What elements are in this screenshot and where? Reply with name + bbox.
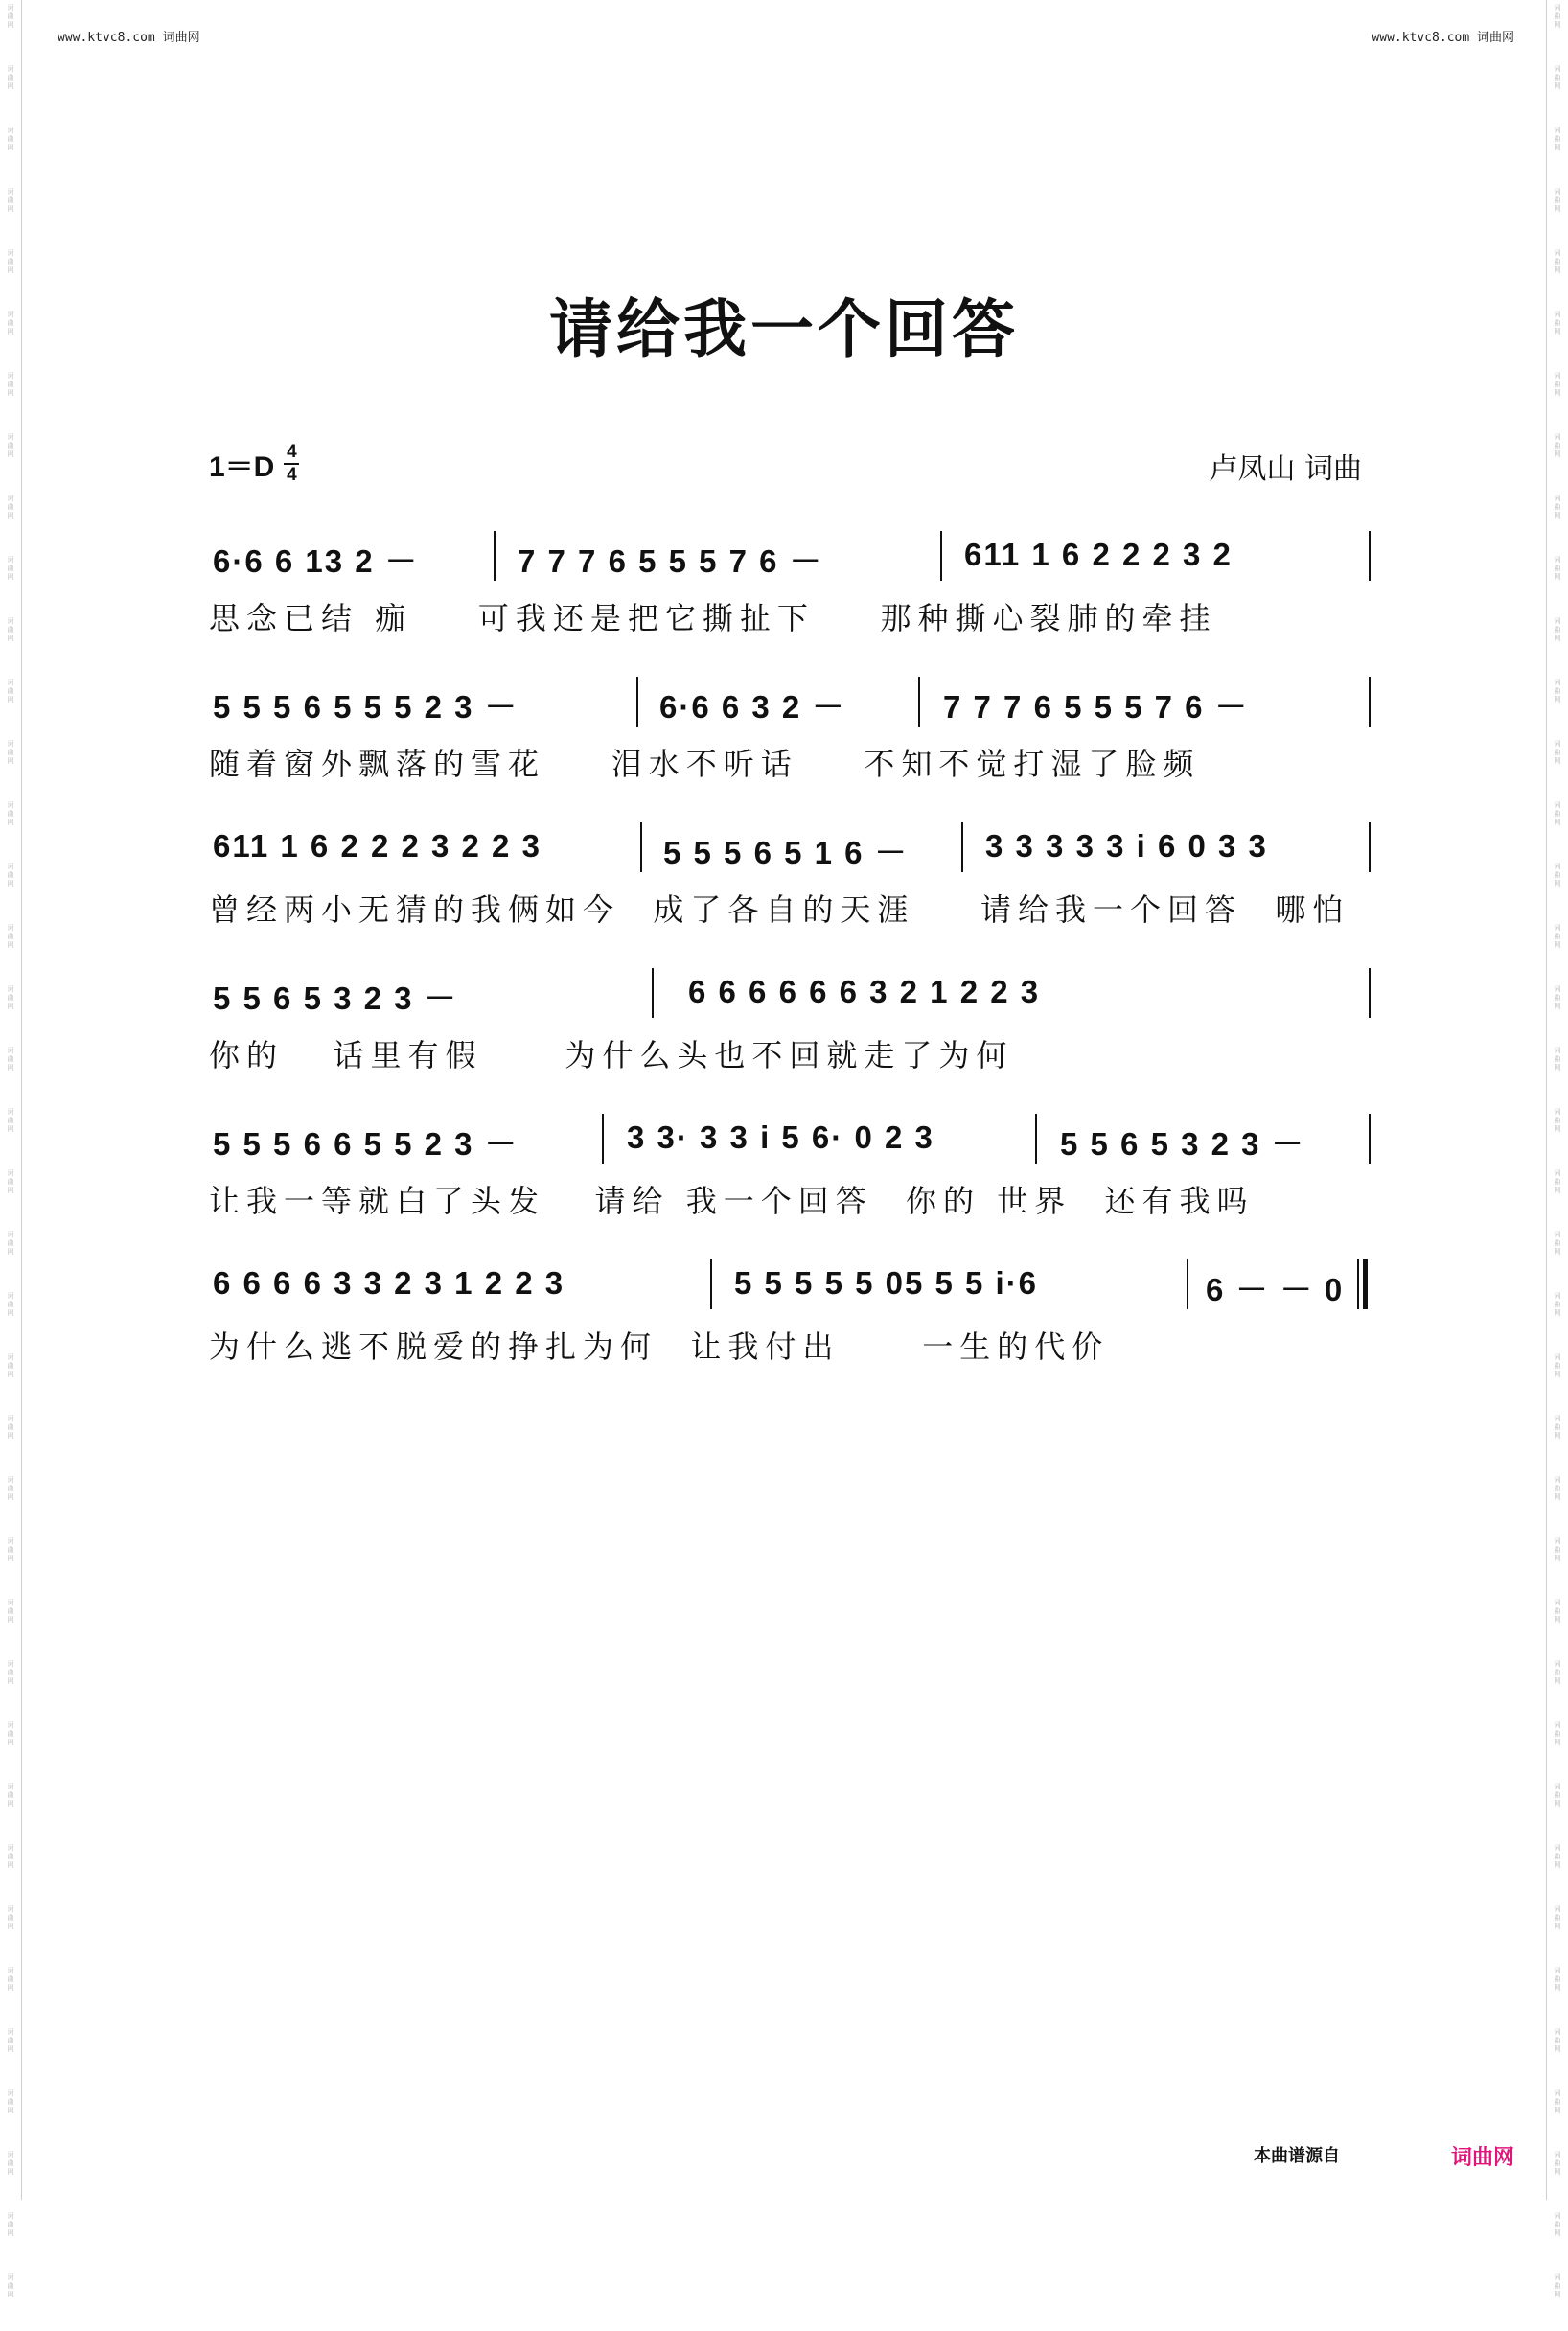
side-watermark-mark: 词 曲 网 <box>1554 1108 1561 1133</box>
lyrics-line: 让我一等就白了头发 请给 我一个回答 你的 世界 还有我吗 <box>209 1183 1255 1219</box>
side-watermark-mark: 词 曲 网 <box>1554 1783 1561 1808</box>
side-watermark-mark: 词 曲 网 <box>1554 679 1561 704</box>
side-watermark-mark: 词 曲 网 <box>7 1108 14 1133</box>
side-watermark-mark: 词 曲 网 <box>7 2089 14 2114</box>
side-watermark-mark: 词 曲 网 <box>7 188 14 213</box>
side-watermark-mark: 词 曲 网 <box>7 801 14 826</box>
measure: 3 3 3 3 3 i 6 0 3 3 <box>985 828 1268 864</box>
side-watermark-mark: 词 曲 网 <box>1554 1599 1561 1624</box>
side-watermark-mark: 词 曲 网 <box>1554 372 1561 397</box>
side-watermark-mark: 词 曲 网 <box>1554 1047 1561 1072</box>
side-watermark-mark: 词 曲 网 <box>7 1353 14 1378</box>
side-watermark-mark: 词 曲 网 <box>7 679 14 704</box>
side-watermark-mark: 词 曲 网 <box>7 2273 14 2298</box>
side-watermark-mark: 词 曲 网 <box>7 433 14 458</box>
key-signature <box>209 443 299 485</box>
side-watermark-mark: 词 曲 网 <box>7 1599 14 1624</box>
side-watermark-mark: 词 曲 网 <box>1554 863 1561 888</box>
measure: 611 1 6 2 2 2 3 2 2 3 <box>213 828 542 864</box>
side-watermark-mark: 词 曲 网 <box>1554 249 1561 274</box>
time-signature <box>284 443 299 485</box>
side-watermark-mark: 词 曲 网 <box>7 617 14 642</box>
side-watermark-mark: 词 曲 网 <box>1554 1292 1561 1317</box>
side-watermark-mark: 词 曲 网 <box>7 372 14 397</box>
lyrics-line: 为什么逃不脱爱的挣扎为何 让我付出 一生的代价 <box>209 1328 1110 1365</box>
side-watermark-mark: 词 曲 网 <box>1554 127 1561 151</box>
side-watermark-mark: 词 曲 网 <box>1554 556 1561 581</box>
side-watermark-mark: 词 曲 网 <box>1554 2151 1561 2176</box>
side-watermark-mark: 词 曲 网 <box>1554 801 1561 826</box>
side-watermark-mark: 词 曲 网 <box>1554 2089 1561 2114</box>
side-watermark-mark: 词 曲 网 <box>7 249 14 274</box>
measure: 5 5 6 5 3 2 3 － <box>1060 1126 1305 1162</box>
measure: 6 6 6 6 6 6 3 2 1 2 2 3 <box>688 974 1041 1009</box>
side-watermark-mark: 词 曲 网 <box>7 1721 14 1746</box>
side-watermark-mark: 词 曲 网 <box>7 1660 14 1685</box>
side-watermark-mark: 词 曲 网 <box>7 924 14 949</box>
measure: 6 － － 0 <box>1206 1272 1345 1307</box>
side-watermark-mark: 词 曲 网 <box>1554 1415 1561 1440</box>
side-watermark-mark: 词 曲 网 <box>1554 1476 1561 1501</box>
side-watermark-mark: 词 曲 网 <box>1554 1231 1561 1256</box>
side-watermark-mark: 词 曲 网 <box>1554 1721 1561 1746</box>
lyrics-line: 思念已结 痂 可我还是把它撕扯下 那种撕心裂肺的牵挂 <box>209 600 1217 636</box>
measure: 5 5 5 6 5 1 6 － <box>663 835 909 870</box>
time-signature-top: 4 <box>287 442 297 462</box>
side-watermark-mark: 词 曲 网 <box>7 556 14 581</box>
author-credit: 卢凤山 词曲 <box>1209 452 1362 486</box>
measure: 3 3· 3 3 i 5 6· 0 2 3 <box>627 1119 934 1155</box>
side-watermark-mark: 词 曲 网 <box>7 985 14 1010</box>
side-watermark-mark: 词 曲 网 <box>1554 65 1561 90</box>
lyrics-line: 随着窗外飘落的雪花 泪水不听话 不知不觉打湿了脸频 <box>209 746 1201 782</box>
side-watermark-mark: 词 曲 网 <box>1554 1844 1561 1869</box>
measure: 5 5 5 6 6 5 5 2 3 － <box>213 1126 519 1162</box>
side-watermark-mark: 词 曲 网 <box>1554 985 1561 1010</box>
side-watermark-mark: 词 曲 网 <box>7 4 14 29</box>
measure: 5 5 5 5 5 05 5 5 i·6 <box>734 1265 1039 1301</box>
side-watermark-mark: 词 曲 网 <box>1554 1660 1561 1685</box>
side-watermark-mark: 词 曲 网 <box>7 127 14 151</box>
side-watermark-mark: 词 曲 网 <box>7 1231 14 1256</box>
side-watermark-mark: 词 曲 网 <box>1554 495 1561 519</box>
side-watermark-mark: 词 曲 网 <box>1554 1353 1561 1378</box>
side-watermark-mark: 词 曲 网 <box>7 1905 14 1930</box>
side-watermark-mark: 词 曲 网 <box>7 1537 14 1562</box>
side-watermark-mark: 词 曲 网 <box>1554 1537 1561 1562</box>
side-watermark-mark: 词 曲 网 <box>1554 2273 1561 2298</box>
side-watermark-mark: 词 曲 网 <box>7 1476 14 1501</box>
side-watermark-mark: 词 曲 网 <box>7 65 14 90</box>
side-watermark-mark: 词 曲 网 <box>1554 1169 1561 1194</box>
side-watermark-mark: 词 曲 网 <box>1554 2212 1561 2237</box>
side-watermark-mark: 词 曲 网 <box>7 2028 14 2053</box>
side-watermark-mark: 词 曲 网 <box>1554 1905 1561 1930</box>
measure: 611 1 6 2 2 2 3 2 <box>964 537 1233 572</box>
side-watermark-mark: 词 曲 网 <box>1554 188 1561 213</box>
side-watermark-mark: 词 曲 网 <box>1554 4 1561 29</box>
side-watermark-mark: 词 曲 网 <box>7 1292 14 1317</box>
side-watermark-mark: 词 曲 网 <box>1554 924 1561 949</box>
side-watermark-mark: 词 曲 网 <box>7 311 14 335</box>
final-barline <box>1357 1259 1369 1309</box>
side-watermark-mark: 词 曲 网 <box>7 2151 14 2176</box>
header-site-right[interactable]: www.ktvc8.com 词曲网 <box>1372 31 1514 45</box>
side-watermark-mark: 词 曲 网 <box>7 2212 14 2237</box>
measure: 6·6 6 3 2 － <box>659 689 846 725</box>
side-watermark-mark: 词 曲 网 <box>1554 617 1561 642</box>
song-title: 请给我一个回答 <box>549 291 1019 366</box>
header-site-left[interactable]: www.ktvc8.com 词曲网 <box>58 31 200 45</box>
key-label: 1＝D <box>209 451 275 483</box>
side-watermark-mark: 词 曲 网 <box>1554 311 1561 335</box>
side-watermark-mark: 词 曲 网 <box>7 495 14 519</box>
side-watermark-mark: 词 曲 网 <box>7 1967 14 1992</box>
side-watermark-mark: 词 曲 网 <box>1554 1967 1561 1992</box>
side-watermark-mark: 词 曲 网 <box>1554 740 1561 765</box>
footer-source-text: 本曲谱源自 <box>1254 2146 1340 2166</box>
measure: 5 5 5 6 5 5 5 2 3 － <box>213 689 519 725</box>
side-watermark-mark: 词 曲 网 <box>7 740 14 765</box>
side-watermark-mark: 词 曲 网 <box>1554 2028 1561 2053</box>
side-watermark-mark: 词 曲 网 <box>1554 433 1561 458</box>
lyrics-line: 曾经两小无猜的我俩如今 成了各自的天涯 请给我一个回答 哪怕 <box>209 891 1350 928</box>
measure: 6·6 6 13 2 － <box>213 543 419 579</box>
side-watermark-mark: 词 曲 网 <box>7 1783 14 1808</box>
side-watermark-mark: 词 曲 网 <box>7 1047 14 1072</box>
footer-site-logo[interactable]: 词曲网 <box>1450 2146 1514 2170</box>
lyrics-line: 你的 话里有假 为什么头也不回就走了为何 <box>209 1037 1014 1073</box>
side-watermark-mark: 词 曲 网 <box>7 1415 14 1440</box>
measure: 7 7 7 6 5 5 5 7 6 － <box>518 543 823 579</box>
measure: 6 6 6 6 3 3 2 3 1 2 2 3 <box>213 1265 565 1301</box>
side-watermark-mark: 词 曲 网 <box>7 863 14 888</box>
side-watermark-mark: 词 曲 网 <box>7 1844 14 1869</box>
measure: 7 7 7 6 5 5 5 7 6 － <box>943 689 1249 725</box>
side-watermark-mark: 词 曲 网 <box>7 1169 14 1194</box>
time-signature-bottom: 4 <box>287 465 297 485</box>
measure: 5 5 6 5 3 2 3 － <box>213 981 458 1016</box>
